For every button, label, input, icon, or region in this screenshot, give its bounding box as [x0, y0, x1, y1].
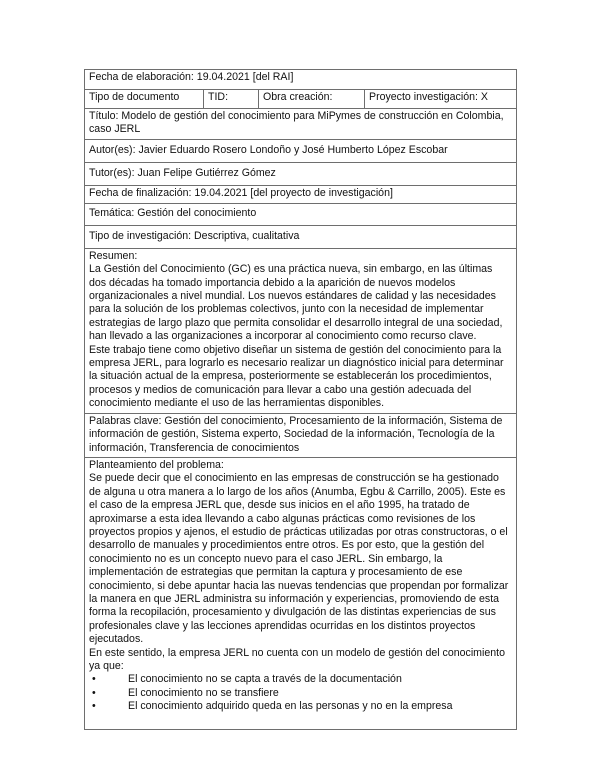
tutores-value: Juan Felipe Gutiérrez Gómez	[137, 166, 276, 179]
palabras-clave-cell	[85, 413, 517, 457]
tematica-label: Temática:	[89, 206, 135, 219]
resumen-cell	[85, 248, 517, 413]
planteamiento-bullet-item	[89, 673, 512, 686]
planteamiento-paragraph-1: Se puede decir que el conocimiento en las empresas de construcción se ha gestionado de alguna u otra manera a lo largo de los años (Anumba, Egbu & Carrillo, 2005). Este es el caso de la empresa JERL que, desde sus inicios en el año 1995, ha tratado de aproximarse a esta idea llevando a cabo algunas prácticas como revisiones de los proyectos propios y ajenos, el estudio de prácticas utilizadas por otras constructoras, o el desarrollo de manuales y procedimientos entre otros. Es por esto, que la gestión del conocimiento no es un concepto nuevo para el caso JERL. Sin embargo, la implementación de estrategias que permitan la captura y procesamiento de ese conocimiento, si debe apuntar hacia las nuevas tendencias que propendan por formalizar la manera en que JERL administra su información y experiencias, promoviendo de esta forma la recopilación, procesamiento y divulgación de las distintas experiencias de sus profesionales clave y las lecciones aprendidas ocurridas en los distintos proyectos ejecutados.	[89, 472, 509, 646]
autores-value: Javier Eduardo Rosero Londoño y José Humberto López Escobar	[138, 143, 448, 156]
resumen-label: Resumen:	[89, 249, 138, 262]
planteamiento-bullet-list	[89, 673, 512, 713]
tipo-investigacion-label: Tipo de investigación:	[89, 229, 192, 242]
tematica-row	[85, 203, 517, 225]
bullet-text: El conocimiento no se transfiere	[128, 686, 279, 699]
tipo-investigacion-row	[85, 225, 517, 248]
fecha-finalizacion-value: 19.04.2021 [del proyecto de investigación]	[194, 186, 393, 199]
resumen-paragraph-2: Este trabajo tiene como objetivo diseñar un sistema de gestión del conocimiento para la empresa JERL, para lograrlo es necesario realizar un diagnóstico inicial para determinar la situación actual de la empresa, posteriormente se establecerán los procedimientos, procesos y medios de comunicación para llevar a cabo una gestión adecuada del conocimiento mediante el uso de las herramientas disponibles.	[89, 343, 504, 410]
planteamiento-bullet-item	[89, 687, 512, 700]
titulo-row	[85, 109, 517, 140]
fecha-elaboracion-row	[85, 70, 517, 90]
planteamiento-paragraph-2: En este sentido, la empresa JERL no cuenta con un modelo de gestión del conocimiento ya que:	[89, 646, 505, 672]
tematica-cell	[85, 203, 517, 225]
planteamiento-label: Planteamiento del problema:	[89, 458, 224, 471]
bullet-icon: •	[92, 686, 96, 699]
fecha-elaboracion-label: Fecha de elaboración:	[89, 71, 194, 83]
palabras-clave-row	[85, 413, 517, 457]
fecha-elaboracion-cell	[85, 70, 517, 90]
palabras-clave-label: Palabras clave:	[89, 414, 162, 427]
autores-label: Autor(es):	[89, 143, 136, 156]
planteamiento-bullet-item	[89, 700, 512, 713]
titulo-cell	[85, 109, 517, 140]
tipo-documento-cell: Tipo de documento	[85, 90, 204, 109]
tutores-cell	[85, 162, 517, 185]
bullet-text: El conocimiento no se capta a través de la documentación	[128, 673, 402, 686]
tutores-label: Tutor(es):	[89, 166, 135, 179]
titulo-value: Modelo de gestión del conocimiento para MiPymes de construcción en Colombia, caso JERL	[89, 110, 504, 136]
resumen-paragraph-1: La Gestión del Conocimiento (GC) es una práctica nueva, sin embargo, en las últimas dos décadas ha tomado importancia debido a la aparición de nuevos modelos organizacionales a nivel mundial. Los nuevos estándares de calidad y las necesidades para la solución de los problemas colectivos, junto con la necesidad de implementar estrategias de largo plazo que permita consolidar el desarrollo integral de una sociedad, han llevado a las organizaciones a incorporar al conocimiento como recurso clave.	[89, 263, 503, 343]
fecha-elaboracion-value: 19.04.2021 [del RAI]	[196, 71, 294, 83]
fecha-finalizacion-cell	[85, 185, 517, 203]
resumen-row	[85, 248, 517, 413]
rai-table	[84, 69, 517, 730]
fecha-finalizacion-label: Fecha de finalización:	[89, 186, 192, 199]
fecha-finalizacion-row	[85, 185, 517, 203]
obra-creacion-cell: Obra creación:	[259, 90, 365, 109]
tipo-investigacion-value: Descriptiva, cualitativa	[194, 229, 300, 242]
planteamiento-cell	[85, 457, 517, 729]
tematica-value: Gestión del conocimiento	[137, 206, 257, 219]
bullet-text: El conocimiento adquirido queda en las personas y no en la empresa	[128, 700, 453, 713]
tutores-row	[85, 162, 517, 185]
tid-cell: TID:	[204, 90, 259, 109]
planteamiento-row	[85, 457, 517, 729]
tipo-investigacion-cell	[85, 225, 517, 248]
proyecto-investigacion-cell: Proyecto investigación: X	[365, 90, 517, 109]
bullet-icon: •	[92, 673, 96, 686]
bullet-icon: •	[92, 700, 96, 713]
palabras-clave-value: Gestión del conocimiento, Procesamiento de la información, Sistema de información de gestión, Sistema experto, Sociedad de la información, Tecnología de la información, Transferencia de conocimientos	[89, 414, 503, 454]
autores-row	[85, 139, 517, 162]
autores-cell	[85, 139, 517, 162]
titulo-label: Título:	[89, 110, 119, 122]
tipo-documento-row	[85, 90, 517, 109]
